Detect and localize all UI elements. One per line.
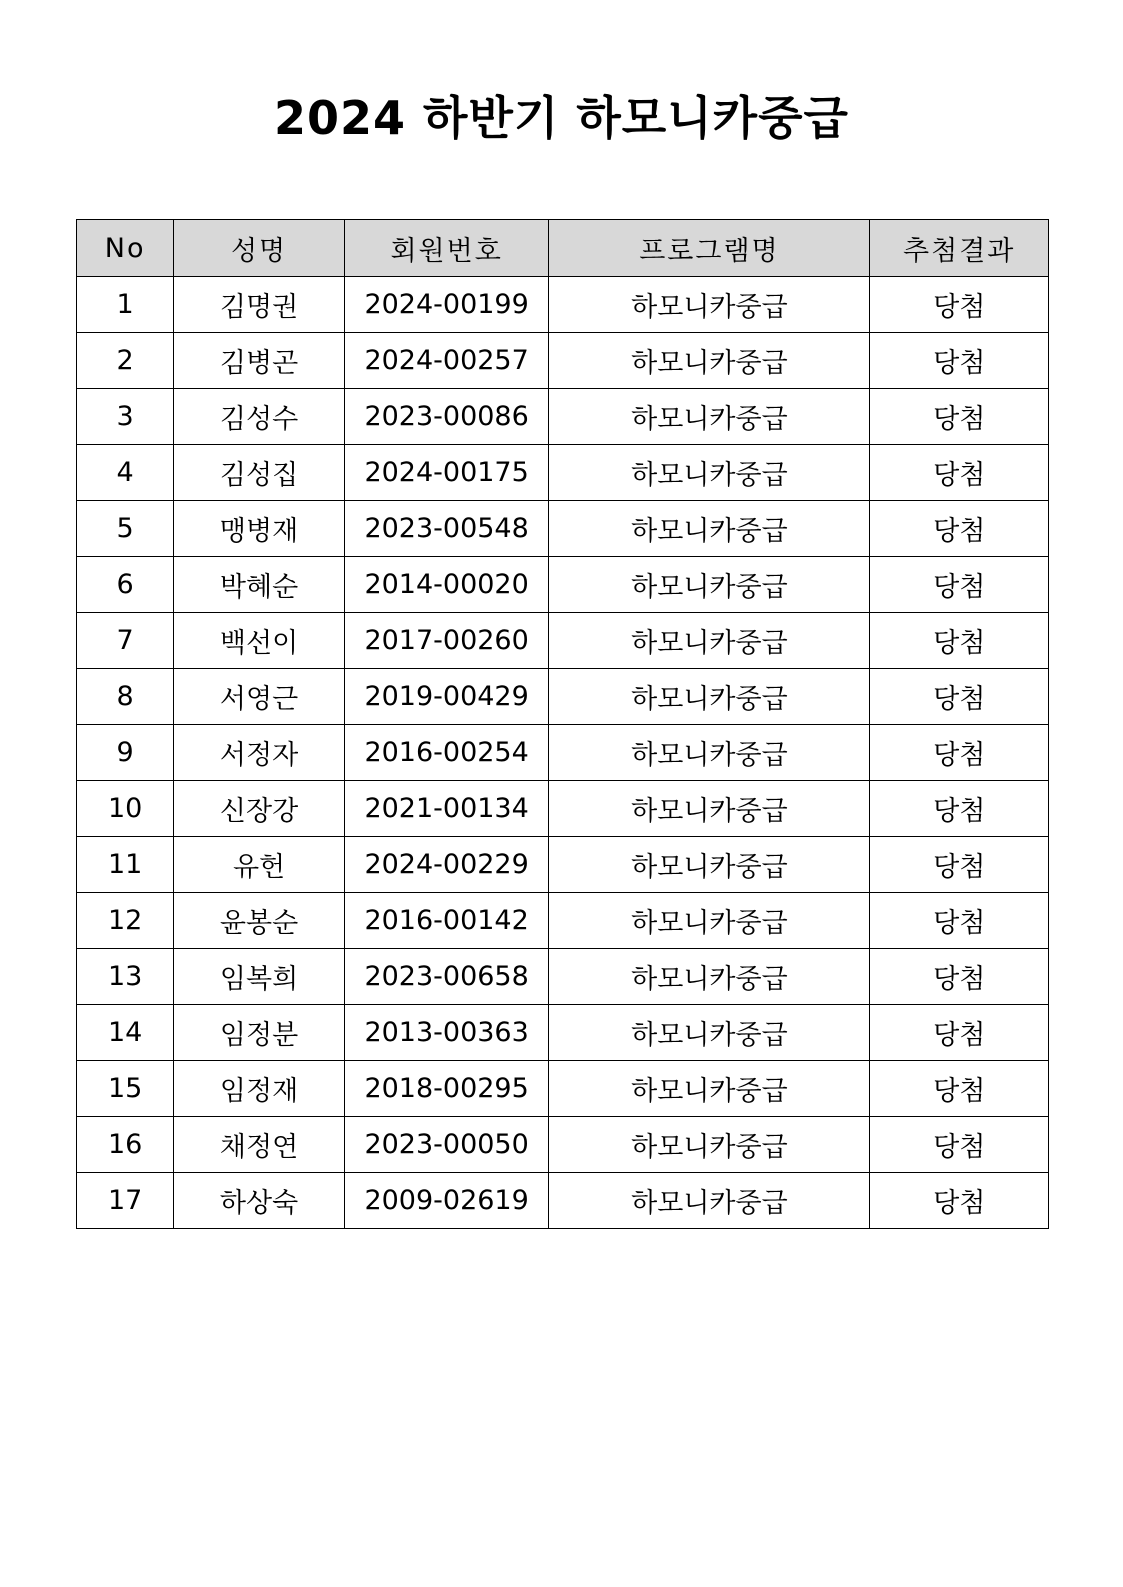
cell-result: 당첨 <box>870 1117 1049 1173</box>
table-row <box>77 893 1049 949</box>
cell-member-no: 2024-00175 <box>344 445 549 501</box>
cell-program: 하모니카중급 <box>549 389 870 445</box>
cell-no: 4 <box>77 445 174 501</box>
cell-name: 김성수 <box>174 389 345 445</box>
cell-name: 서정자 <box>174 725 345 781</box>
cell-program: 하모니카중급 <box>549 781 870 837</box>
cell-member-no: 2021-00134 <box>344 781 549 837</box>
cell-no: 12 <box>77 893 174 949</box>
table-row <box>77 669 1049 725</box>
cell-name: 윤봉순 <box>174 893 345 949</box>
cell-member-no: 2023-00050 <box>344 1117 549 1173</box>
cell-no: 9 <box>77 725 174 781</box>
cell-member-no: 2023-00548 <box>344 501 549 557</box>
header-name: 성명 <box>174 220 345 277</box>
header-no: No <box>77 220 174 277</box>
cell-program: 하모니카중급 <box>549 1173 870 1229</box>
cell-name: 박혜순 <box>174 557 345 613</box>
cell-no: 7 <box>77 613 174 669</box>
cell-member-no: 2024-00199 <box>344 277 549 333</box>
cell-member-no: 2014-00020 <box>344 557 549 613</box>
cell-member-no: 2023-00658 <box>344 949 549 1005</box>
header-member-no: 회원번호 <box>344 220 549 277</box>
cell-result: 당첨 <box>870 781 1049 837</box>
cell-member-no: 2017-00260 <box>344 613 549 669</box>
cell-program: 하모니카중급 <box>549 893 870 949</box>
cell-member-no: 2024-00257 <box>344 333 549 389</box>
cell-name: 맹병재 <box>174 501 345 557</box>
cell-no: 6 <box>77 557 174 613</box>
cell-member-no: 2018-00295 <box>344 1061 549 1117</box>
cell-program: 하모니카중급 <box>549 1005 870 1061</box>
cell-no: 16 <box>77 1117 174 1173</box>
cell-name: 김명권 <box>174 277 345 333</box>
cell-no: 17 <box>77 1173 174 1229</box>
lottery-result-table <box>76 219 1049 1229</box>
cell-result: 당첨 <box>870 1061 1049 1117</box>
cell-name: 김성집 <box>174 445 345 501</box>
cell-program: 하모니카중급 <box>549 277 870 333</box>
cell-program: 하모니카중급 <box>549 1117 870 1173</box>
cell-result: 당첨 <box>870 557 1049 613</box>
cell-no: 10 <box>77 781 174 837</box>
cell-member-no: 2016-00142 <box>344 893 549 949</box>
header-result: 추첨결과 <box>870 220 1049 277</box>
cell-name: 서영근 <box>174 669 345 725</box>
cell-result: 당첨 <box>870 893 1049 949</box>
table-row <box>77 613 1049 669</box>
cell-no: 2 <box>77 333 174 389</box>
cell-member-no: 2023-00086 <box>344 389 549 445</box>
cell-no: 5 <box>77 501 174 557</box>
cell-no: 15 <box>77 1061 174 1117</box>
cell-name: 임정분 <box>174 1005 345 1061</box>
cell-result: 당첨 <box>870 1005 1049 1061</box>
cell-name: 유헌 <box>174 837 345 893</box>
cell-program: 하모니카중급 <box>549 333 870 389</box>
table-row <box>77 781 1049 837</box>
table-row <box>77 277 1049 333</box>
table-row <box>77 949 1049 1005</box>
cell-name: 임정재 <box>174 1061 345 1117</box>
cell-result: 당첨 <box>870 1173 1049 1229</box>
table-row <box>77 389 1049 445</box>
table-row <box>77 725 1049 781</box>
table-header <box>77 220 1049 277</box>
cell-member-no: 2013-00363 <box>344 1005 549 1061</box>
cell-program: 하모니카중급 <box>549 445 870 501</box>
cell-no: 8 <box>77 669 174 725</box>
cell-program: 하모니카중급 <box>549 837 870 893</box>
cell-program: 하모니카중급 <box>549 949 870 1005</box>
cell-program: 하모니카중급 <box>549 613 870 669</box>
table-row <box>77 333 1049 389</box>
cell-result: 당첨 <box>870 389 1049 445</box>
cell-no: 1 <box>77 277 174 333</box>
table-row <box>77 837 1049 893</box>
cell-member-no: 2024-00229 <box>344 837 549 893</box>
cell-no: 13 <box>77 949 174 1005</box>
cell-result: 당첨 <box>870 445 1049 501</box>
table-body <box>77 277 1049 1229</box>
cell-no: 14 <box>77 1005 174 1061</box>
cell-program: 하모니카중급 <box>549 725 870 781</box>
cell-result: 당첨 <box>870 669 1049 725</box>
cell-name: 임복희 <box>174 949 345 1005</box>
table-row <box>77 557 1049 613</box>
cell-no: 3 <box>77 389 174 445</box>
cell-result: 당첨 <box>870 725 1049 781</box>
cell-result: 당첨 <box>870 333 1049 389</box>
cell-member-no: 2009-02619 <box>344 1173 549 1229</box>
cell-name: 하상숙 <box>174 1173 345 1229</box>
header-program: 프로그램명 <box>549 220 870 277</box>
page-title: 2024 하반기 하모니카중급 <box>274 91 849 145</box>
cell-name: 채정연 <box>174 1117 345 1173</box>
cell-program: 하모니카중급 <box>549 501 870 557</box>
cell-result: 당첨 <box>870 837 1049 893</box>
cell-name: 김병곤 <box>174 333 345 389</box>
cell-result: 당첨 <box>870 949 1049 1005</box>
table-row <box>77 1173 1049 1229</box>
table-row <box>77 1061 1049 1117</box>
cell-result: 당첨 <box>870 277 1049 333</box>
cell-program: 하모니카중급 <box>549 557 870 613</box>
cell-member-no: 2019-00429 <box>344 669 549 725</box>
cell-program: 하모니카중급 <box>549 1061 870 1117</box>
table-row <box>77 1005 1049 1061</box>
cell-name: 신장강 <box>174 781 345 837</box>
table-row <box>77 1117 1049 1173</box>
cell-member-no: 2016-00254 <box>344 725 549 781</box>
header-row <box>77 220 1049 277</box>
cell-no: 11 <box>77 837 174 893</box>
table-row <box>77 445 1049 501</box>
cell-program: 하모니카중급 <box>549 669 870 725</box>
cell-name: 백선이 <box>174 613 345 669</box>
cell-result: 당첨 <box>870 501 1049 557</box>
table-row <box>77 501 1049 557</box>
cell-result: 당첨 <box>870 613 1049 669</box>
